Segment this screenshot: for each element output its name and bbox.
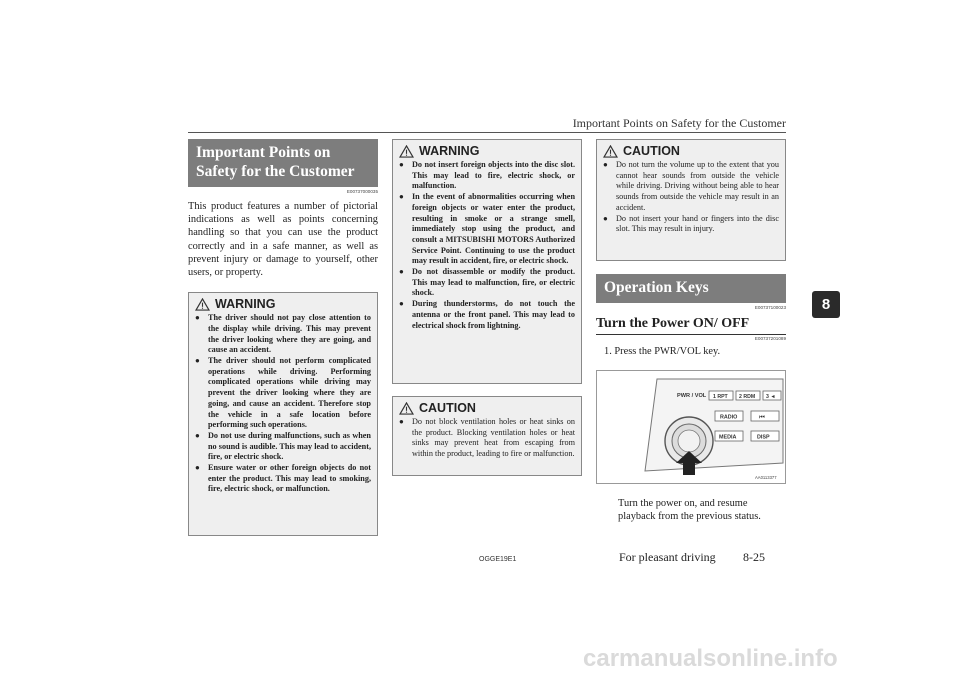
figure-ref: AA0113377	[755, 475, 777, 481]
caution-item: ● Do not insert your hand or fingers into the disc slot. This may result in injury.	[603, 213, 779, 234]
intro-paragraph: This product features a number of pictorial indications as well as points concerning handling so that you can use the product correctly and in a safe manner, as well as prevent injury or damage to yourself, other users, or property.	[188, 201, 378, 279]
caution-box	[596, 139, 786, 261]
warning-item: ● Ensure water or other foreign objects do not enter the product. This may lead to smoking, fire, electric shock, or malfunction.	[195, 463, 371, 494]
warning-item: ● In the event of abnormalities occurring when foreign objects or water enter the product, resulting in smoke or a strange smell, immediately stop using the product, and consult a MITSUBISHI MOTORS Authorized Service Point. Continuing to use the product may result in accident, fire, or electric shock.	[399, 192, 575, 266]
bullet-icon: ●	[399, 160, 404, 169]
right-column	[596, 139, 786, 524]
page-number: 8-25	[743, 550, 765, 564]
preset-3-label: 3 ◄	[766, 394, 776, 401]
subsection-divider	[596, 334, 786, 335]
radio-label: RADIO	[720, 414, 738, 421]
warning-item: ● Do not disassemble or modify the product. This may lead to malfunction, fire, or electric shock.	[399, 267, 575, 298]
bullet-icon: ●	[603, 160, 608, 169]
pwr-vol-label: PWR / VOL	[677, 393, 707, 400]
warning-box	[188, 292, 378, 536]
caution-item: ● Do not block ventilation holes or heat sinks on the product. Blocking ventilation holes or heat sinks may prevent heat from escaping from within the product, leading to fire or malfunction.	[399, 417, 575, 459]
middle-column	[392, 139, 582, 476]
warning-box	[392, 139, 582, 384]
step-1: 1. Press the PWR/VOL key.	[604, 346, 721, 357]
warning-triangle-icon	[399, 145, 414, 158]
section-title: Important Points on Safety for the Customer	[188, 139, 378, 187]
warning-item: ● During thunderstorms, do not touch the antenna or the front panel. This may lead to electrical shock from lightning.	[399, 299, 575, 330]
caution-box	[392, 396, 582, 476]
caution-heading	[603, 144, 779, 158]
warning-item: ● The driver should not perform complicated operations while driving. Performing complicated operations while driving may prevent the driver looking where they are going, and cause an accident. Therefore stop the vehicle in a safe location before performing such operations.	[195, 356, 371, 430]
left-column	[188, 139, 378, 536]
caution-triangle-icon	[603, 145, 618, 158]
watermark: carmanualsonline.info	[583, 645, 838, 672]
caution-heading-text: CAUTION	[623, 144, 680, 158]
warning-heading	[399, 144, 575, 158]
bullet-icon: ●	[603, 213, 608, 223]
running-header: Important Points on Safety for the Customer	[572, 116, 786, 130]
section-title: Operation Keys	[596, 274, 786, 303]
warning-item: ● Do not insert foreign objects into the disc slot. This may lead to fire, electric shock, or malfunction.	[399, 160, 575, 191]
section-code: E00737100023	[754, 305, 786, 310]
bullet-icon: ●	[399, 417, 404, 426]
result-text: Turn the power on, and resume playback from the previous status.	[618, 498, 761, 523]
caution-triangle-icon	[399, 402, 414, 415]
warning-item: ● Do not use during malfunctions, such as when no sound is audible. This may lead to accident, fire, or electric shock.	[195, 430, 371, 462]
caution-heading-text: CAUTION	[419, 401, 476, 415]
footer-section: For pleasant driving	[619, 550, 716, 564]
bullet-icon: ●	[195, 313, 200, 323]
caution-heading	[399, 401, 575, 415]
document-code: OGGE19E1	[479, 556, 517, 563]
audio-panel-figure	[596, 370, 786, 484]
section-code: E00737000035	[346, 189, 378, 194]
subsection-title: Turn the Power ON/ OFF	[596, 316, 750, 331]
audio-panel-illustration	[597, 371, 785, 483]
bullet-icon: ●	[399, 267, 404, 277]
skip-back-icon: ⏮	[759, 413, 765, 422]
bullet-icon: ●	[195, 356, 200, 366]
bullet-icon: ●	[399, 299, 404, 309]
disp-label: DISP	[757, 434, 770, 441]
chapter-tab[interactable]: 8	[812, 291, 840, 318]
media-label: MEDIA	[719, 434, 737, 441]
warning-heading	[195, 297, 371, 311]
caution-item: ● Do not turn the volume up to the extent that you cannot hear sounds from outside the vehicle while driving. Driving without being able to hear sounds from outside the vehicle may result in an accident.	[603, 160, 779, 212]
preset-1-label: 1 RPT	[713, 394, 728, 401]
warning-triangle-icon	[195, 298, 210, 311]
bullet-icon: ●	[195, 463, 200, 473]
preset-2-label: 2 RDM	[739, 394, 756, 401]
subsection-code: E00737201089	[754, 336, 786, 341]
skip-back-button[interactable]	[751, 411, 779, 421]
bullet-icon: ●	[195, 430, 200, 440]
warning-heading-text: WARNING	[215, 297, 276, 312]
bullet-icon: ●	[399, 192, 404, 202]
warning-heading-text: WARNING	[419, 144, 480, 158]
header-divider	[188, 132, 786, 133]
warning-item: ● The driver should not pay close attention to the display while driving. This may prevent the driver looking where they are going, and cause an accident.	[195, 313, 371, 355]
